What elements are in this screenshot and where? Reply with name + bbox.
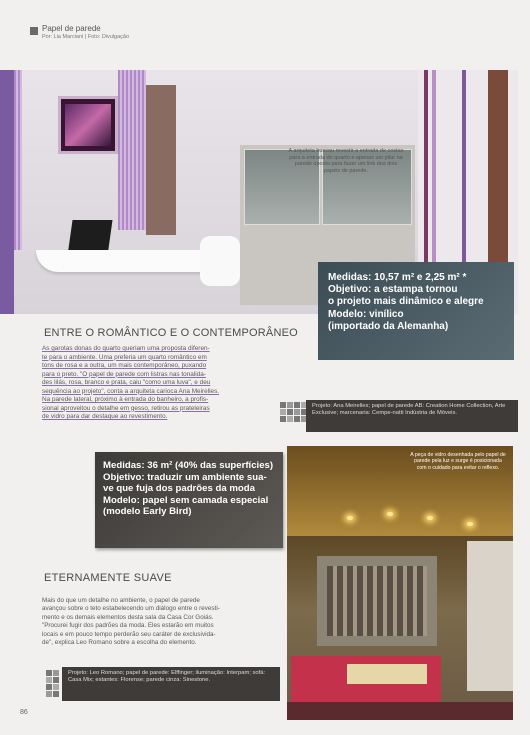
specs-line: Medidas: 36 m² (40% das superfícies)	[103, 460, 274, 471]
ceiling-light	[347, 516, 353, 520]
living-room-photo	[287, 446, 513, 720]
body-line: As garotas donas do quarto queriam uma proposta diferen-	[42, 345, 210, 352]
specs-box-bedroom	[318, 262, 514, 360]
photo-right-wall	[467, 541, 513, 691]
photo-floor	[287, 702, 513, 720]
photo-door	[146, 85, 176, 235]
ceiling-light	[467, 522, 473, 526]
body-line: para o preto. "O papel de parede com listras nas tonalida-	[42, 370, 206, 378]
body-line: tons de rosa e a outra, um mais contemporâneo, puxando	[42, 362, 207, 369]
section-icon	[30, 27, 38, 35]
wall-tv	[58, 96, 118, 154]
specs-line: (importado da Alemanha)	[328, 320, 449, 332]
body-line: "Procurei fugir dos padrões da moda. Eles estarão em muitos	[42, 622, 214, 630]
project-credits-bedroom: Projeto: Ana Meirelles; papel de parede AB: Creation Home Collection, Arte Exclusive; marcenaria: Cempe-natti Indústria de Móveis.	[306, 400, 518, 432]
specs-line: Objetivo: a estampa tornou	[328, 284, 458, 296]
specs-line: (modelo Early Bird)	[103, 506, 192, 518]
ceiling-light	[427, 516, 433, 520]
sofa-cushion	[347, 664, 427, 684]
photo-caption: A peça de vidro desenhada pelo papel de parede pela luz e surge é posicionada com o cuidado para evitar o reflexo.	[410, 452, 506, 471]
section-heading-suave: ETERNAMENTE SUAVE	[44, 572, 172, 584]
photo-wall-left	[0, 70, 14, 314]
body-line: Na parede lateral, próximo à entrada do banheiro, a profis-	[42, 396, 209, 403]
body-line: des lilás, rosa, branco e prata, caiu "como uma luva", e deu	[42, 379, 211, 386]
body-line: de", explica Leo Romano sobre a escolha do elemento.	[42, 639, 197, 647]
specs-line: ve que fuja dos padrões da moda	[103, 483, 255, 495]
striped-wallpaper-panel	[118, 70, 146, 230]
article-body-romantic	[42, 345, 272, 422]
article-body-suave	[42, 597, 278, 647]
specs-line: Modelo: vinílico	[328, 308, 404, 320]
section-heading-romantic: ENTRE O ROMÂNTICO E O CONTEMPORÂNEO	[44, 327, 298, 339]
specs-line: Objetivo: traduzir um ambiente sua-	[103, 471, 267, 483]
body-line: de vidro para dar destaque ao revestimento.	[42, 413, 168, 420]
section-title: Papel de parede	[42, 24, 101, 33]
body-line: te para o ambiente. Uma preferia um quarto romântico em	[42, 353, 207, 361]
ceiling-light	[387, 512, 393, 516]
decorative-squares	[46, 670, 59, 697]
tv-screen	[65, 104, 111, 146]
specs-line: Modelo: papel sem camada especial	[103, 494, 269, 506]
striped-curtain-left	[14, 70, 22, 250]
body-line: sequência ao projeto", conta a arquiteta carioca Ana Meirelles.	[42, 387, 220, 395]
page-number: 86	[20, 709, 28, 716]
white-desk	[36, 250, 214, 272]
byline: Por: Lia Marciani | Foto: Divulgação	[42, 34, 130, 40]
shelf-items	[327, 566, 427, 636]
specs-box-living	[95, 452, 283, 548]
project-credits-living: Projeto: Leo Romano; papel de parede: Elffinger; iluminação: Interpam; sofá: Casa Mix; estantes: Florense; parede cinza: Sinestone.	[62, 667, 280, 701]
body-line: avançou sobre o teto estabelecendo um diálogo entre o revesti-	[42, 605, 220, 613]
body-line: mento e os demais elementos desta sala da Casa Cor Goiás.	[42, 613, 214, 621]
specs-line: o projeto mais dinâmico e alegre	[328, 296, 484, 308]
photo-caption: A arquiteta buscou revestir a entrada de costas para a entrada do quarto e apenas um pilar na parede oposta para fazer um link dos dois papéis de parede.	[288, 148, 404, 174]
body-line: sional aproveitou o detalhe em gesso, retirou as prateleiras	[42, 404, 210, 412]
white-chair	[200, 236, 240, 286]
decorative-squares	[280, 402, 307, 422]
body-line: locais e em pouco tempo perderão seu caráter de exclusivida-	[42, 630, 216, 638]
body-line: Mais do que um detalhe no ambiente, o papel de parede	[42, 597, 200, 604]
specs-line: Medidas: 10,57 m² e 2,25 m² *	[328, 272, 467, 283]
